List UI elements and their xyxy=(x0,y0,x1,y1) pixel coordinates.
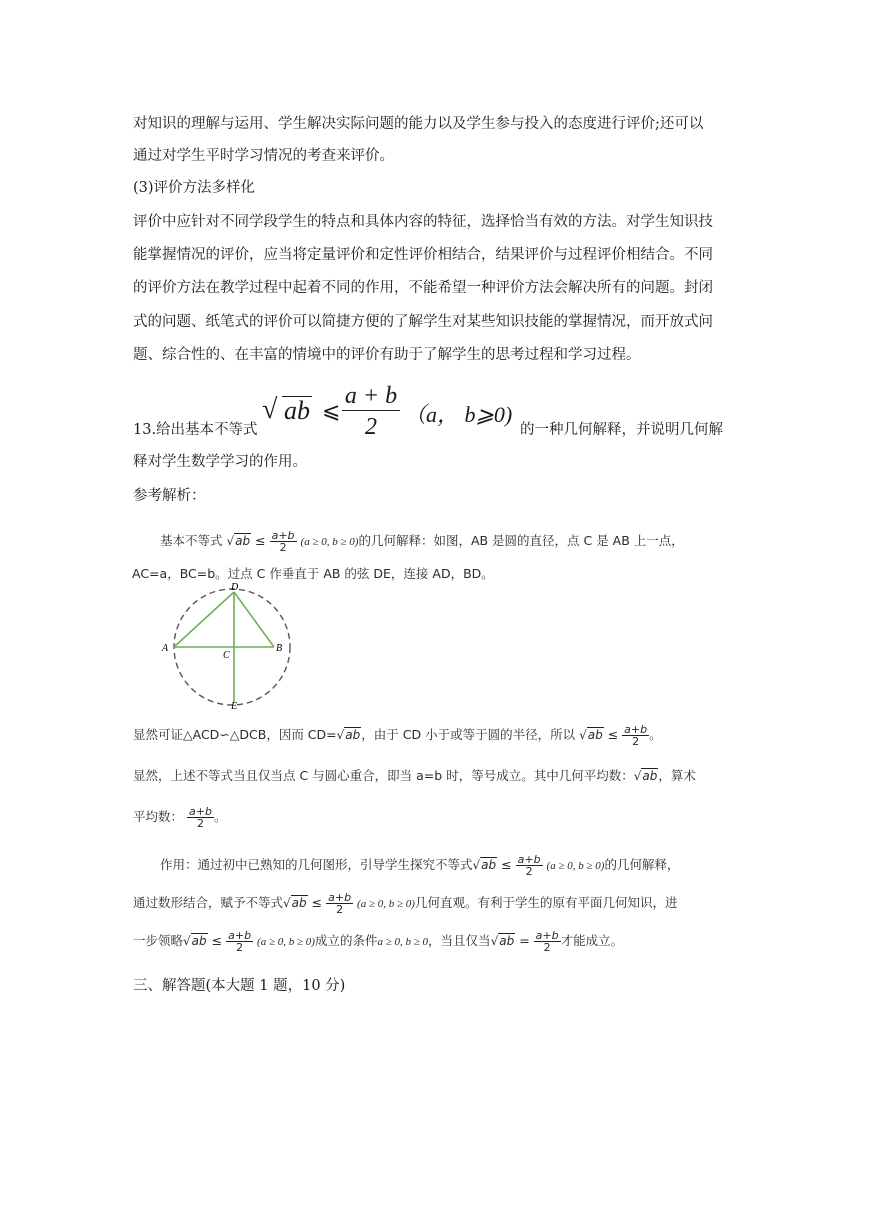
label-e: E xyxy=(231,701,238,710)
q13-formula: √ ab ⩽ a + b 2 （a， b⩾0) xyxy=(262,383,513,440)
para1-line2: 通过对学生平时学习情况的考查来评价。 xyxy=(133,148,394,164)
para2-line5: 题、综合性的、在丰富的情境中的评价有助于了解学生的思考过程和学习过程。 xyxy=(133,347,641,363)
frac-a-plus-b-over-2: $\frac{a+b}{2}$ xyxy=(271,529,295,554)
q13-formula-sqrt: ab xyxy=(284,396,310,425)
ans-line3: 显然可证△ACD∽△DCB，因而 CD=√ab，由于 CD 小于或等于圆的半径，所以 √ab ≤ $\frac{a+b}{2}$ 。 xyxy=(133,723,662,748)
sqrt-ab-expr: √ab xyxy=(226,534,251,548)
q13-line2: 释对学生数学学习的作用。 xyxy=(133,454,307,470)
ans-line8: 一步领略√ab ≤ $\frac{a+b}{2}$ (a ≥ 0, b ≥ 0)成立的条件a ≥ 0, b ≥ 0，当且仅当√ab = $\frac{a+b}{2}$ 才能成立。 xyxy=(133,929,624,954)
q13-formula-num: a + b xyxy=(342,382,400,411)
section-3-heading: 三、解答题(本大题 1 题，10 分) xyxy=(133,978,346,994)
ans-line5: 平均数： $\frac{a+b}{2}$ 。 xyxy=(133,805,227,830)
para1-line1: 对知识的理解与运用、学生解决实际问题的能力以及学生参与投入的态度进行评价;还可以 xyxy=(133,116,704,132)
circle-diagram xyxy=(160,582,300,710)
ans-line7: 通过数形结合，赋予不等式√ab ≤ $\frac{a+b}{2}$ (a ≥ 0, b ≥ 0)几何直观。有利于学生的原有平面几何知识，进 xyxy=(133,891,678,916)
reference-label: 参考解析： xyxy=(133,488,206,504)
ans-line2: AC=a，BC=b。过点 C 作垂直于 AB 的弦 DE，连接 AD，BD。 xyxy=(132,566,494,581)
label-d: D xyxy=(231,582,239,593)
label-a: A xyxy=(162,643,169,654)
ans-line6: 作用：通过初中已熟知的几何图形，引导学生探究不等式√ab ≤ $\frac{a+b}{2}$ (a ≥ 0, b ≥ 0)的几何解释， xyxy=(160,853,680,878)
segment-bd xyxy=(234,592,274,647)
para2-line3: 的评价方法在教学过程中起着不同的作用，不能希望一种评价方法会解决所有的问题。封闭 xyxy=(133,280,713,296)
ans-line4: 显然，上述不等式当且仅当点 C 与圆心重合，即当 a=b 时，等号成立。其中几何平均数：√ab，算术 xyxy=(133,768,696,783)
label-c: C xyxy=(223,650,230,661)
para2-line1: 评价中应针对不同学段学生的特点和具体内容的特征，选择恰当有效的方法。对学生知识技 xyxy=(133,214,713,230)
section-heading-3: (3)评价方法多样化 xyxy=(133,180,256,196)
q13-suffix: 的一种几何解释，并说明几何解 xyxy=(520,422,723,438)
q13-formula-rel: ⩽ xyxy=(322,398,341,423)
label-b: B xyxy=(276,643,283,654)
segment-ad xyxy=(174,592,234,647)
q13-formula-cond: （a， b⩾0) xyxy=(404,402,513,427)
q13-prefix: 13.给出基本不等式 xyxy=(133,422,258,438)
para2-line2: 能掌握情况的评价，应当将定量评价和定性评价相结合，结果评价与过程评价相结合。不同 xyxy=(133,247,713,263)
q13-formula-den: 2 xyxy=(365,414,377,440)
para2-line4: 式的问题、纸笔式的评价可以简捷方便的了解学生对某些知识技能的掌握情况，而开放式问 xyxy=(133,314,713,330)
ans-line1: 基本不等式 √ab ≤ $\frac{a+b}{2}$ (a ≥ 0, b ≥ 0)的几何解释：如图，AB 是圆的直径，点 C 是 AB 上一点， xyxy=(160,529,684,554)
